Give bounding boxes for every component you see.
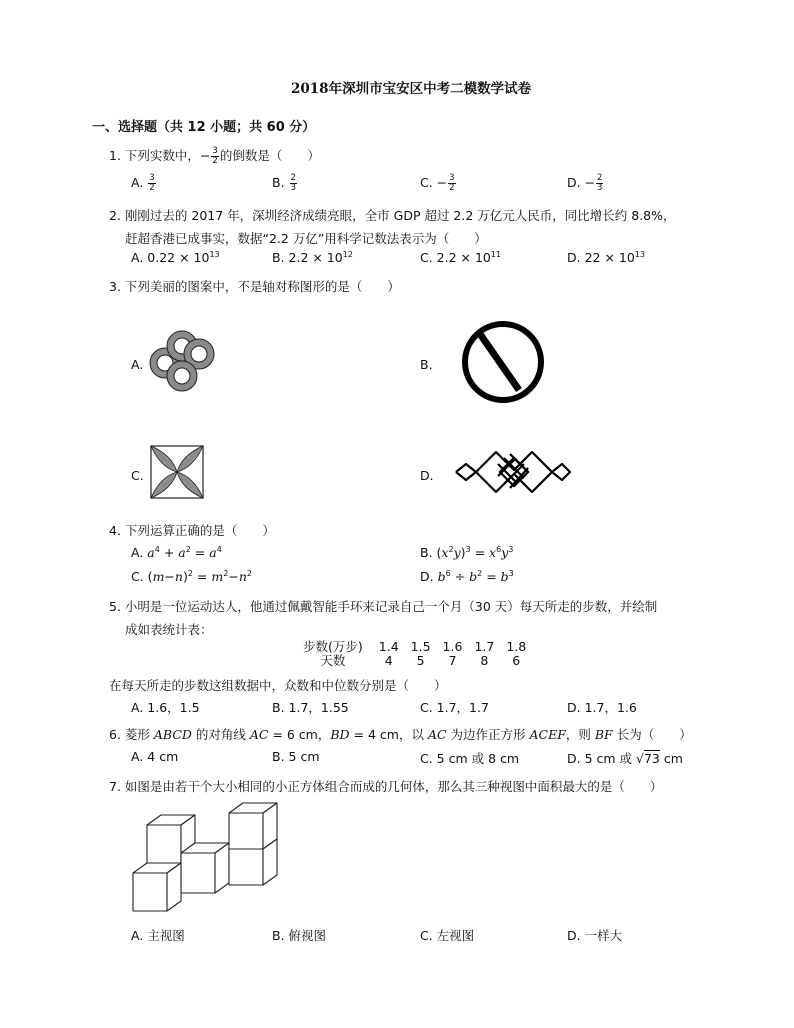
table-header-cell: 步数(万步) — [303, 639, 363, 654]
question-5-option-d[interactable]: D. 1.7，1.6 — [567, 700, 637, 715]
question-6-option-d[interactable]: D. 5 cm 或 √73 cm — [567, 751, 683, 766]
question-4-stem: 4. 下列运算正确的是（ ） — [109, 523, 275, 538]
table-cell: 8 — [480, 653, 489, 668]
table-cell: 1.7 — [474, 639, 495, 654]
question-2-stem-line2: 赶超香港已成事实，数据“2.2 万亿”用科学记数法表示为（ ） — [125, 231, 487, 246]
question-7-stem: 7. 如图是由若干个大小相同的小正方体组合而成的几何体，那么其三种视图中面积最大的是（ ） — [109, 779, 663, 794]
question-2-option-d[interactable]: D. $22 \times 10^{13}$ — [567, 250, 645, 266]
table-cell: 7 — [448, 653, 457, 668]
question-1-option-a[interactable]: A. $\frac{3}{2}$ — [131, 173, 155, 193]
question-7-option-a[interactable]: A. 主视图 — [131, 928, 185, 943]
question-1-option-c[interactable]: C. − $\frac{3}{2}$ — [420, 173, 455, 193]
table-cell: 1.4 — [378, 639, 399, 654]
question-1-option-d[interactable]: D. − $\frac{2}{3}$ — [567, 173, 603, 193]
question-2-stem-line1: 2. 刚刚过去的 2017 年，深圳经济成绩亮眼，全市 GDP 超过 2.2 万亿元人民币，同比增长约 8.8%， — [109, 208, 676, 223]
petal-square-figure — [150, 445, 204, 499]
question-5-stem-line3: 在每天所走的步数这组数据中，众数和中位数分别是（ ） — [109, 678, 447, 693]
steps-table — [297, 640, 532, 668]
question-4-option-c[interactable]: C. $(m-n)^2 = m^2-n^2$ — [131, 569, 252, 585]
table-cell: 4 — [384, 653, 393, 668]
question-5-option-b[interactable]: B. 1.7，1.55 — [272, 700, 349, 715]
question-3-option-d[interactable]: D. — [420, 468, 434, 483]
table-cell: 1.5 — [410, 639, 431, 654]
section-heading: 一、选择题（共 12 小题；共 60 分） — [92, 120, 316, 135]
table-row — [297, 654, 532, 668]
question-4-option-b[interactable]: B. $(x^2y)^3 = x^6y^3$ — [420, 545, 514, 561]
table-cell: 5 — [416, 653, 425, 668]
question-2-option-a[interactable]: A. $0.22 \times 10^{13}$ — [131, 250, 220, 266]
cube-stack-figure — [131, 803, 281, 913]
question-4-option-d[interactable]: D. $b^6 \div b^2 = b^3$ — [420, 569, 514, 585]
question-6-option-c[interactable]: C. 5 cm 或 8 cm — [420, 751, 520, 766]
question-5-stem-line1: 5. 小明是一位运动达人，他通过佩戴智能手环来记录自己一个月（30 天）每天所走的步数，并绘制 — [109, 599, 658, 614]
table-cell: 6 — [512, 653, 521, 668]
question-1-stem: 1. 下列实数中，− $\frac{3}{2}$ 的倒数是（ ） — [109, 146, 320, 166]
table-cell: 1.8 — [506, 639, 527, 654]
question-5-option-c[interactable]: C. 1.7，1.7 — [420, 700, 489, 715]
question-5-stem-line2: 成如表统计表： — [125, 622, 213, 637]
question-6-option-a[interactable]: A. 4 cm — [131, 749, 179, 764]
no-sign-figure — [461, 320, 545, 404]
question-6-option-b[interactable]: B. 5 cm — [272, 749, 320, 764]
question-1-option-b[interactable]: B. $\frac{2}{3}$ — [272, 173, 296, 193]
table-cell: 1.6 — [442, 639, 463, 654]
question-6-stem: 6. 菱形 ABCD 的对角线 AC = 6 cm，BD = 4 cm，以 AC 为边作正方形 ACEF，则 BF 长为（ ） — [109, 727, 692, 742]
question-5-option-a[interactable]: A. 1.6，1.5 — [131, 700, 200, 715]
page-title: 2018年深圳市宝安区中考二模数学试卷 — [291, 81, 532, 97]
four-rings-figure — [145, 326, 225, 406]
question-3-option-b[interactable]: B. — [420, 357, 433, 372]
question-2-option-b[interactable]: B. $2.2 \times 10^{12}$ — [272, 250, 353, 266]
chinese-knot-figure — [454, 446, 572, 496]
question-7-option-b[interactable]: B. 俯视图 — [272, 928, 327, 943]
question-7-option-c[interactable]: C. 左视图 — [420, 928, 475, 943]
table-header-cell: 天数 — [320, 653, 346, 668]
table-row — [297, 640, 532, 654]
question-4-option-a[interactable]: A. $a^4 + a^2 = a^4$ — [131, 545, 222, 561]
question-3-stem: 3. 下列美丽的图案中，不是轴对称图形的是（ ） — [109, 279, 400, 294]
question-7-option-d[interactable]: D. 一样大 — [567, 928, 623, 943]
question-3-option-c[interactable]: C. — [131, 468, 144, 483]
fraction: $\frac{3}{2}$ — [212, 146, 218, 166]
question-2-option-c[interactable]: C. $2.2 \times 10^{11}$ — [420, 250, 502, 266]
question-3-option-a[interactable]: A. — [131, 357, 144, 372]
